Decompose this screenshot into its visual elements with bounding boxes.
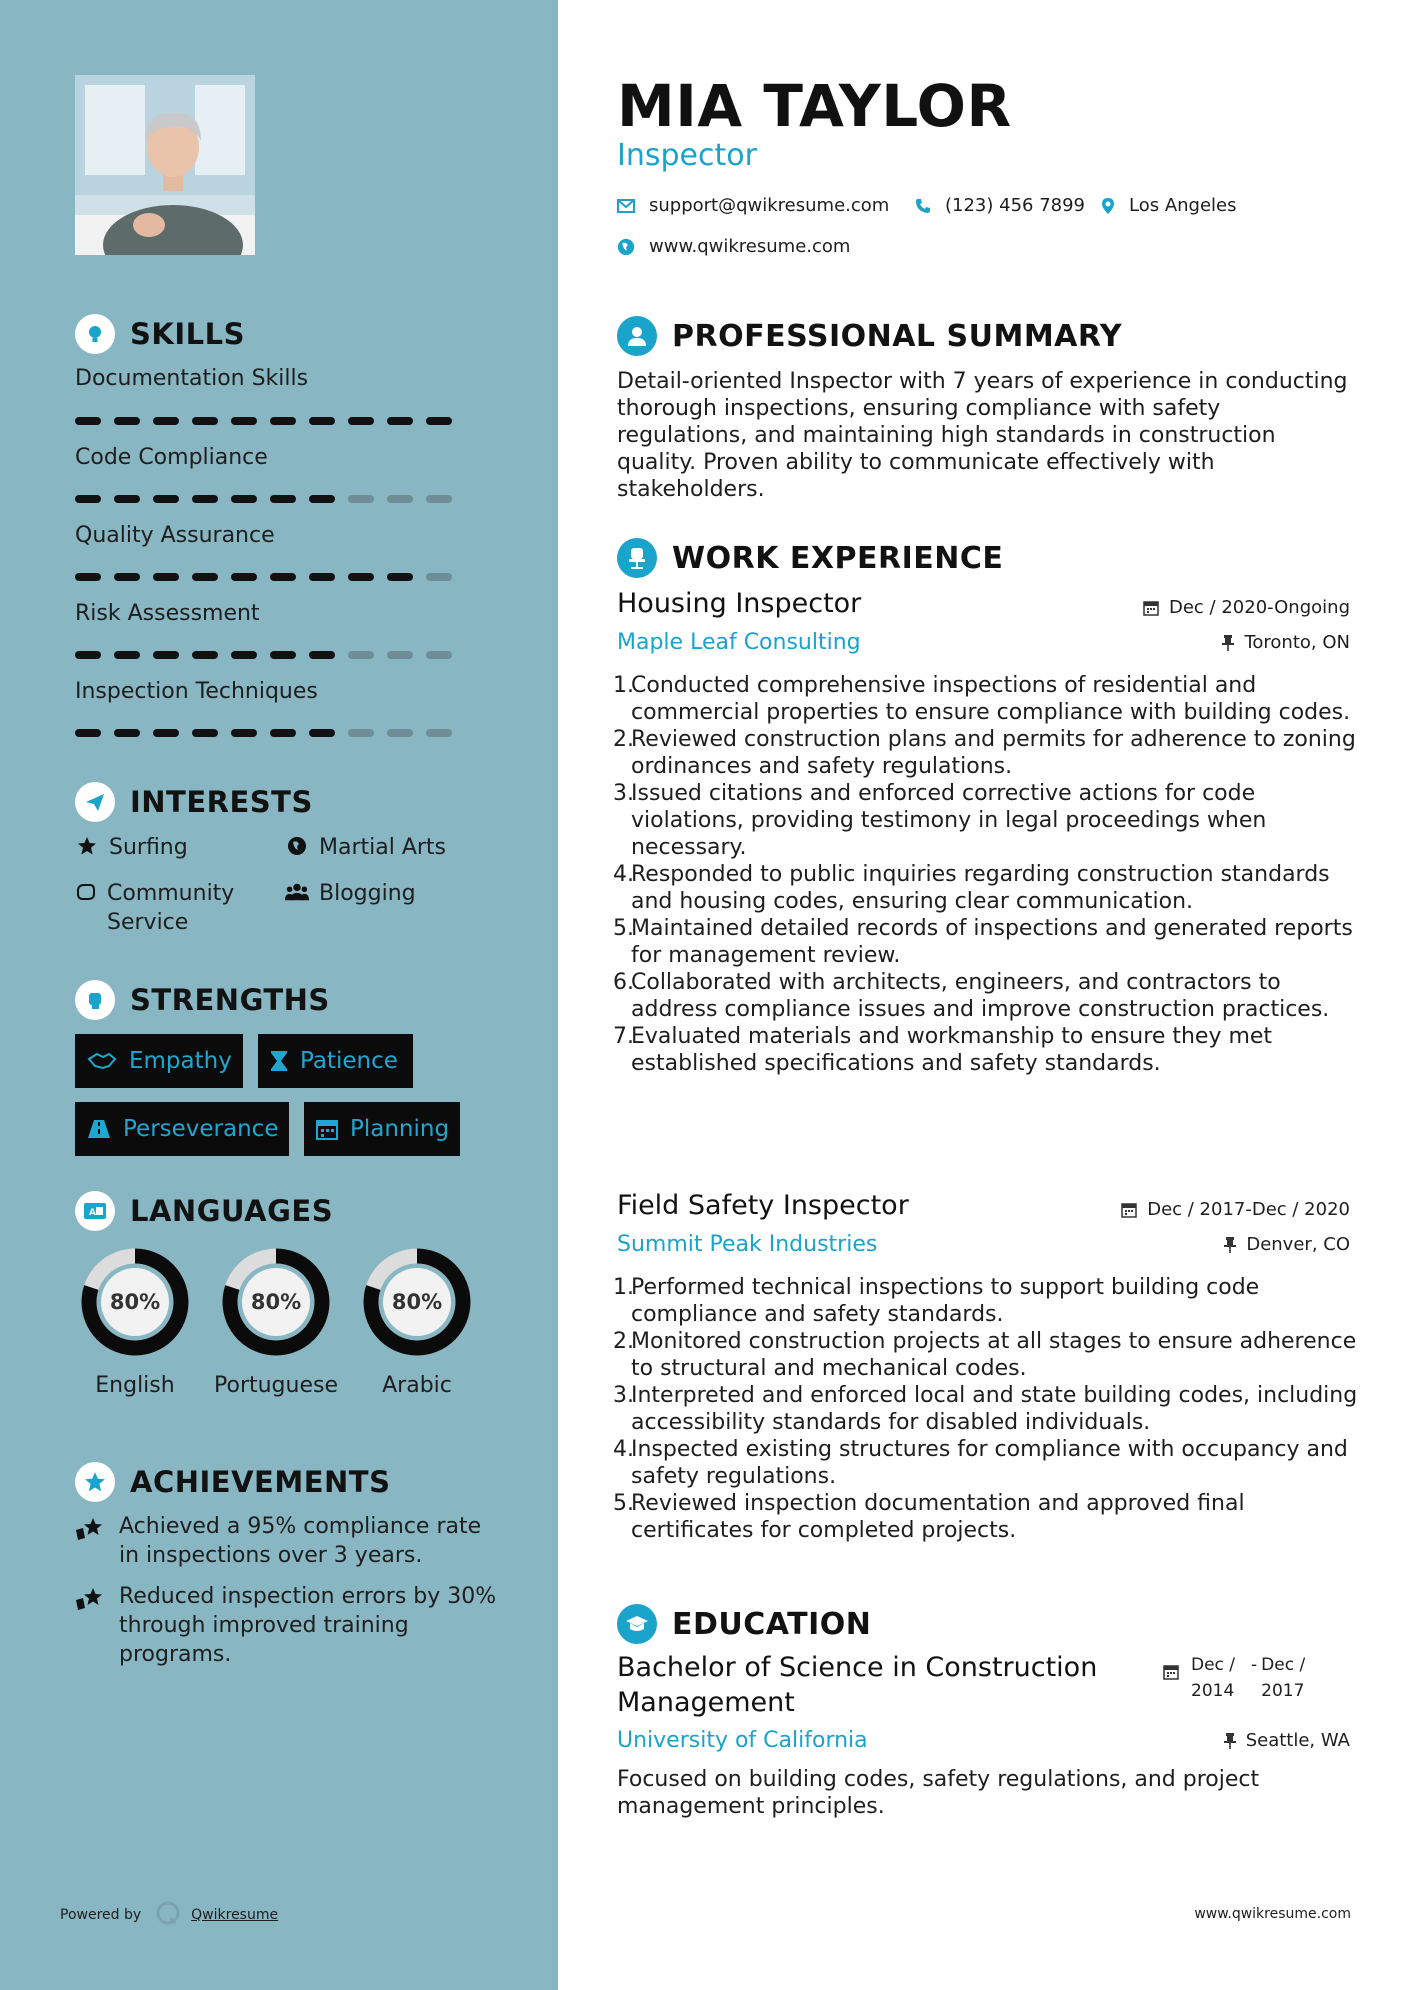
- achievements-heading: [75, 1462, 390, 1502]
- language-name: English: [95, 1373, 175, 1398]
- candidate-role: Inspector: [617, 138, 757, 173]
- language-name: Arabic: [382, 1373, 452, 1398]
- star-hand-icon: [75, 1582, 107, 1620]
- sidebar: [0, 0, 558, 1990]
- phone-contact: [915, 195, 1085, 216]
- skill-dot-filled: [426, 417, 452, 425]
- responsibility-item: 6. Collaborated with architects, engineers, and contractors to address compliance issues and improve construction practices.: [613, 970, 1330, 1022]
- skill-name: Quality Assurance: [75, 523, 275, 548]
- responsibility-item: 2. Reviewed construction plans and permits for adherence to zoning ordinances and safety regulations.: [613, 727, 1356, 779]
- candidate-name: MIA TAYLOR: [617, 72, 1012, 140]
- skill-dot-filled: [270, 651, 296, 659]
- skill-dot-filled: [153, 651, 179, 659]
- responsibility-item: 5. Maintained detailed records of inspections and generated reports for management review.: [613, 916, 1353, 968]
- skill-dot-filled: [309, 651, 335, 659]
- skill-dot-filled: [114, 651, 140, 659]
- skill-dot-filled: [153, 729, 179, 737]
- office-chair-icon: [617, 538, 657, 578]
- experience-heading: [617, 538, 1003, 578]
- summary-title: PROFESSIONAL SUMMARY: [672, 318, 1123, 354]
- strength-badge: Empathy: [75, 1034, 243, 1088]
- phone-number: (123) 456 7899: [945, 195, 1086, 216]
- lightbulb-icon: [75, 314, 115, 354]
- strength-badge: Planning: [304, 1102, 460, 1156]
- website-contact: [617, 236, 850, 257]
- map-pin-icon: [1101, 197, 1115, 215]
- skill-name: Documentation Skills: [75, 366, 309, 391]
- calendar-icon: [1121, 1202, 1137, 1218]
- fist-icon: [75, 980, 115, 1020]
- interest-item: Blogging: [285, 879, 416, 908]
- skill-dot-filled: [153, 495, 179, 503]
- skill-dot-empty: [426, 573, 452, 581]
- achievements-title: ACHIEVEMENTS: [130, 1465, 391, 1499]
- skill-dot-empty: [387, 651, 413, 659]
- skill-dot-filled: [270, 573, 296, 581]
- language-percent: 80%: [391, 1290, 443, 1314]
- skill-dot-filled: [309, 495, 335, 503]
- company-name: Maple Leaf Consulting: [617, 630, 861, 655]
- achievement-item: Achieved a 95% compliance rate in inspections over 3 years.: [75, 1512, 505, 1570]
- globe-icon: [285, 833, 309, 856]
- language-icon: [75, 1191, 115, 1231]
- hand-icon: [75, 879, 97, 902]
- road-icon: [87, 1119, 111, 1139]
- strength-badge: Patience: [258, 1034, 413, 1088]
- skill-dot-empty: [426, 495, 452, 503]
- location-text: Los Angeles: [1129, 195, 1237, 216]
- skill-dot-filled: [192, 729, 218, 737]
- skill-dot-filled: [309, 417, 335, 425]
- skill-dot-empty: [426, 651, 452, 659]
- skill-dot-filled: [75, 417, 101, 425]
- footer-website[interactable]: www.qwikresume.com: [1194, 1906, 1351, 1922]
- education-title: EDUCATION: [672, 1606, 872, 1642]
- skill-dot-filled: [309, 729, 335, 737]
- calendar-icon: [1143, 600, 1159, 616]
- interests-heading: [75, 782, 313, 822]
- summary-text: Detail-oriented Inspector with 7 years of experience in conducting thorough inspections, ensuring compliance with safety regulations, and maintaining high standards in construction quality. Proven ability to communicate effectively with stakeholders.: [617, 369, 1348, 502]
- calendar-icon: [1163, 1664, 1179, 1685]
- skill-name: Code Compliance: [75, 445, 268, 470]
- skill-dot-empty: [426, 729, 452, 737]
- responsibility-item: 4. Responded to public inquiries regarding construction standards and housing codes, ensuring clear communication.: [613, 862, 1330, 914]
- skill-bar: [75, 417, 452, 425]
- skill-dot-filled: [75, 573, 101, 581]
- date-separator: -: [1251, 1655, 1258, 1675]
- education-heading: [617, 1604, 871, 1644]
- education-end: Dec / 2017: [1261, 1655, 1306, 1701]
- skill-dot-filled: [114, 417, 140, 425]
- skill-dot-filled: [231, 495, 257, 503]
- education-start: Dec / 2014: [1191, 1655, 1236, 1701]
- language-ring: [214, 1240, 338, 1364]
- skill-dot-filled: [192, 573, 218, 581]
- skill-dot-empty: [387, 495, 413, 503]
- responsibility-item: 1. Performed technical inspections to support building code compliance and safety standards.: [613, 1275, 1260, 1327]
- handshake-icon: [87, 1051, 117, 1071]
- pushpin-icon: [1222, 634, 1234, 652]
- job-dates: Dec / 2017-Dec / 2020: [1121, 1199, 1350, 1220]
- education-location: Seattle, WA: [1224, 1730, 1350, 1751]
- skill-dot-filled: [348, 573, 374, 581]
- languages-heading: [75, 1191, 333, 1231]
- skill-dot-empty: [387, 729, 413, 737]
- degree-title: Bachelor of Science in Construction Management: [617, 1652, 1098, 1718]
- qwikresume-logo-icon: [155, 1900, 181, 1930]
- summary-heading: [617, 316, 1122, 356]
- location-contact: [1101, 195, 1237, 216]
- skill-dot-filled: [387, 573, 413, 581]
- skill-dot-empty: [348, 651, 374, 659]
- skill-dot-filled: [309, 573, 335, 581]
- interest-item: Martial Arts: [285, 833, 446, 862]
- job-title: Housing Inspector: [617, 588, 862, 619]
- language-percent: 80%: [250, 1290, 302, 1314]
- star-icon: [75, 833, 99, 856]
- envelope-icon: [617, 199, 635, 213]
- skill-dot-filled: [231, 573, 257, 581]
- star-hand-icon: [75, 1512, 107, 1550]
- language-item: [73, 1240, 197, 1400]
- pushpin-icon: [1224, 1236, 1236, 1254]
- interest-item: Surfing: [75, 833, 188, 862]
- powered-by: Powered by Qwikresume: [60, 1900, 278, 1930]
- job-responsibilities: [613, 1274, 1373, 1544]
- qwikresume-link[interactable]: Qwikresume: [191, 1907, 279, 1923]
- job-location: Toronto, ON: [1222, 632, 1350, 653]
- skill-bar: [75, 573, 452, 581]
- strength-badge: Perseverance: [75, 1102, 289, 1156]
- experience-title: WORK EXPERIENCE: [672, 540, 1004, 576]
- pushpin-icon: [1224, 1732, 1236, 1750]
- skill-dot-filled: [153, 573, 179, 581]
- skill-dot-filled: [75, 495, 101, 503]
- main-content: [558, 0, 1407, 1990]
- skill-dot-filled: [192, 495, 218, 503]
- skill-name: Risk Assessment: [75, 601, 260, 626]
- skill-dot-filled: [231, 729, 257, 737]
- school-name: University of California: [617, 1728, 868, 1753]
- languages-title: LANGUAGES: [130, 1194, 334, 1228]
- interest-item: Community Service: [75, 879, 275, 937]
- skills-title: SKILLS: [130, 317, 245, 351]
- language-ring: [355, 1240, 479, 1364]
- company-name: Summit Peak Industries: [617, 1232, 878, 1257]
- skill-dot-filled: [387, 417, 413, 425]
- job-dates: Dec / 2020-Ongoing: [1143, 597, 1350, 618]
- achievement-item: Reduced inspection errors by 30% through improved training programs.: [75, 1582, 505, 1669]
- skill-dot-filled: [270, 495, 296, 503]
- skill-bar: [75, 495, 452, 503]
- language-item: [355, 1240, 479, 1400]
- skill-dot-filled: [114, 495, 140, 503]
- skill-name: Inspection Techniques: [75, 679, 318, 704]
- job-location: Denver, CO: [1224, 1234, 1350, 1255]
- svg-text:A: A: [89, 1208, 96, 1218]
- strengths-heading: [75, 980, 330, 1020]
- paper-plane-icon: [75, 782, 115, 822]
- phone-icon: [915, 198, 931, 214]
- skill-dot-empty: [348, 729, 374, 737]
- email-contact: [617, 195, 889, 216]
- skill-dot-filled: [270, 417, 296, 425]
- language-name: Portuguese: [214, 1373, 338, 1398]
- job-responsibilities: [613, 672, 1373, 1077]
- skill-dot-empty: [348, 495, 374, 503]
- skill-bar: [75, 651, 452, 659]
- skill-dot-filled: [348, 417, 374, 425]
- skill-dot-filled: [270, 729, 296, 737]
- skill-dot-filled: [114, 573, 140, 581]
- skill-dot-filled: [153, 417, 179, 425]
- responsibility-item: 3. Issued citations and enforced corrective actions for code violations, providing testimony in legal proceedings when necessary.: [613, 781, 1267, 860]
- responsibility-item: 4. Inspected existing structures for compliance with occupancy and safety regulations.: [613, 1437, 1348, 1489]
- interests-title: INTERESTS: [130, 785, 313, 819]
- responsibility-item: 2. Monitored construction projects at all stages to ensure adherence to structural and mechanical codes.: [613, 1329, 1357, 1381]
- user-icon: [617, 316, 657, 356]
- responsibility-item: 1. Conducted comprehensive inspections of residential and commercial properties to ensure compliance with building codes.: [613, 673, 1351, 725]
- globe-icon: [617, 238, 635, 256]
- users-icon: [285, 879, 309, 902]
- profile-photo: [75, 75, 255, 255]
- award-star-icon: [75, 1462, 115, 1502]
- education-dates: [1163, 1652, 1317, 1704]
- skill-dot-filled: [231, 417, 257, 425]
- skill-dot-filled: [75, 651, 101, 659]
- graduation-cap-icon: [617, 1604, 657, 1644]
- hourglass-icon: [270, 1050, 288, 1072]
- skill-dot-filled: [114, 729, 140, 737]
- responsibility-item: 7. Evaluated materials and workmanship to ensure they met established specifications and safety standards.: [613, 1024, 1273, 1076]
- skills-heading: [75, 314, 245, 354]
- skill-dot-filled: [75, 729, 101, 737]
- language-percent: 80%: [109, 1290, 161, 1314]
- calendar-icon: [316, 1118, 338, 1140]
- education-description: Focused on building codes, safety regulations, and project management principles.: [617, 1767, 1260, 1819]
- skill-dot-filled: [192, 417, 218, 425]
- skill-bar: [75, 729, 452, 737]
- language-ring: [73, 1240, 197, 1364]
- job-title: Field Safety Inspector: [617, 1190, 909, 1221]
- email-link[interactable]: support@qwikresume.com: [649, 195, 890, 216]
- responsibility-item: 3. Interpreted and enforced local and state building codes, including accessibility standards for disabled individuals.: [613, 1383, 1358, 1435]
- language-item: [214, 1240, 338, 1400]
- skill-dot-filled: [192, 651, 218, 659]
- website-link[interactable]: www.qwikresume.com: [649, 236, 851, 257]
- responsibility-item: 5. Reviewed inspection documentation and approved final certificates for completed projects.: [613, 1491, 1245, 1543]
- skill-dot-filled: [231, 651, 257, 659]
- strengths-title: STRENGTHS: [130, 983, 330, 1017]
